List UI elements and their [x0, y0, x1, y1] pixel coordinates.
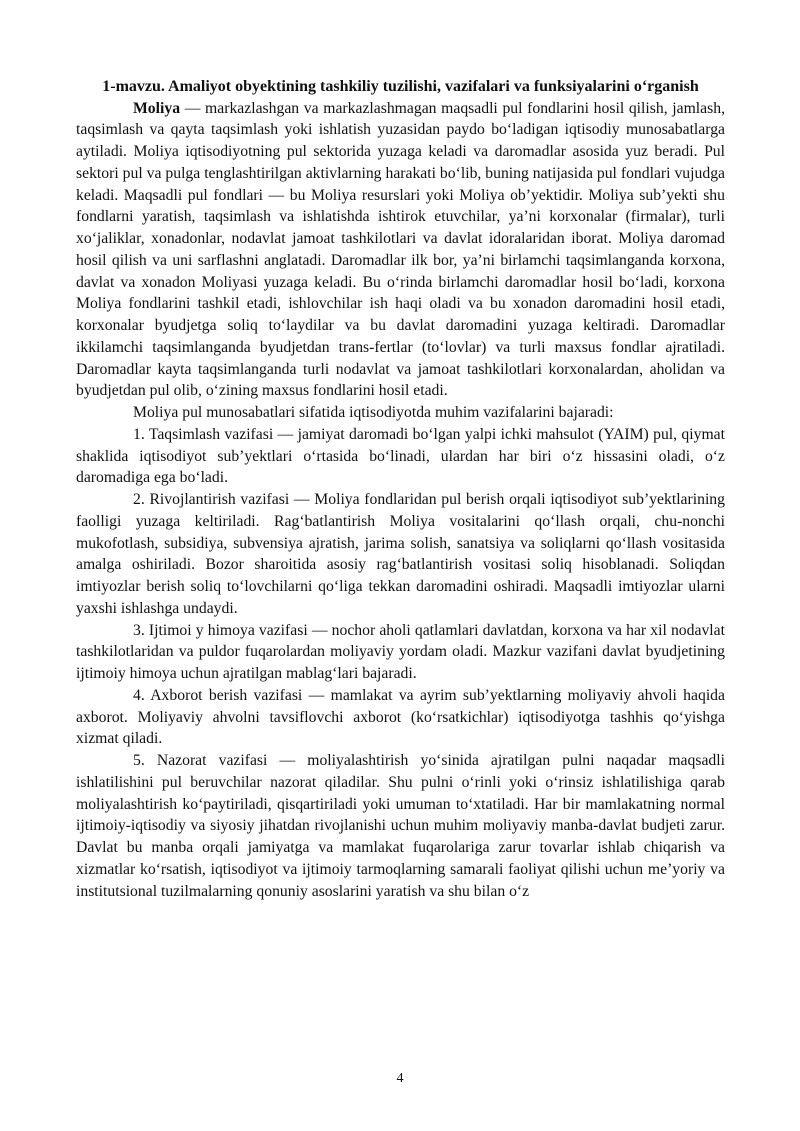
- function-item-information: 4. Axborot berish vazifasi — mamlakat va ayrim sub’yektlarning moliyaviy ahvoli haqida axborot. Moliyaviy ahvolni tavsiflovchi axborot (ko‘rsatkichlar) iqtisodiyotga tashhis qo‘yishga xizmat qiladi.: [76, 686, 725, 748]
- lead-term: Moliya: [133, 99, 181, 117]
- function-item-control: 5. Nazorat vazifasi — moliyalashtirish yo‘sinida ajratilgan pulni naqadar maqsadli ishlatilishini pul beruvchilar nazorat qiladilar. Shu pulni o‘rinli yoki o‘rinsiz ishlatilishiga qarab moliyalashtirish ko‘paytiriladi, qisqartiriladi yoki umuman to‘xtatiladi. Har bir mamlakatning normal ijtimoiy-iqtisodiy va siyosiy jihatdan rivojlanishi uchun muhim moliyaviy manba-davlat budjeti zarur. Davlat bu manba orqali jamiyatga va mamlakat fuqarolariga zarur tovarlar ishlab chiqarish va xizmatlar ko‘rsatish, iqtisodiyot va ijtimoiy tarmoqlarning samarali faoliyat qilishi uchun me’yoriy va institutsional tuzilmalarning qonuniy asoslarini yaratish va shu bilan o‘z: [76, 752, 725, 900]
- function-item-development: 2. Rivojlantirish vazifasi — Moliya fondlaridan pul berish orqali iqtisodiyot sub’yektlarining faolligi yuzaga keltiriladi. Rag‘batlantirish Moliya vositalarini qo‘llash orqali, chu-nonchi mukofotlash, subsidiya, subvensiya ajratish, jarima solish, sanatsiya va soliqlarni qo‘llash vositasida amalga oshiriladi. Bozor sharoitida asosiy rag‘batlantirish vositasi soliq hisoblanadi. Soliqdan imtiyozlar berish soliq to‘lovchilarni qo‘liga tekkan daromadini oshiradi. Maqsadli imtiyozlar ularni yaxshi ishlashga undaydi.: [76, 491, 725, 617]
- intro-paragraph: [76, 98, 725, 403]
- page-number: 4: [396, 1071, 404, 1086]
- function-item-distribution: 1. Taqsimlash vazifasi — jamiyat daromadi bo‘lgan yalpi ichki mahsulot (YAIM) pul, qiymat shaklida iqtisodiyot sub’yektlari o‘rtasida bo‘linadi, ulardan har biri o‘z hissasini oladi, o‘z daromadiga ega bo‘ladi.: [76, 425, 725, 487]
- document-page: [76, 76, 725, 902]
- functions-intro-paragraph: Moliya pul munosabatlari sifatida iqtisodiyotda muhim vazifalarini bajaradi:: [133, 404, 614, 421]
- document-title: 1-mavzu. Amaliyot obyektining tashkiliy tuzilishi, vazifalari va funksiyalarini o‘rganish: [102, 78, 699, 95]
- function-item-social-protection: 3. Ijtimoi y himoya vazifasi — nochor aholi qatlamlari davlatdan, korxona va har xil nodavlat tashkilotlaridan va puldor fuqarolardan moliyaviy yordam oladi. Mazkur vazifani davlat byudjetining ijtimoiy himoya uchun ajratilgan mablag‘lari bajaradi.: [76, 621, 725, 682]
- intro-text: — markazlashgan va markazlashmagan maqsadli pul fondlarini hosil qilish, jamlash, taqsimlash va qayta taqsimlash yoki ishlatish yuzasidan paydo bo‘ladigan iqtisodiy munosabatlarga aytiladi. Moliya iqtisodiyotning pul sektorida yuzaga keladi va daromadlar asosida yuz beradi. Pul sektori pul va pulga tenglashtirilgan aktivlarning harakati bo‘lib, buning natijasida pul fondlari vujudga keladi. Maqsadli pul fondlari — bu Moliya resurslari yoki Moliya ob’yektidir. Moliya sub’yekti shu fondlarni yaratish, taqsimlash va ishlatishda ishtirok etuvchilar, ya’ni korxonalar (firmalar), turli xo‘jaliklar, xonadonlar, nodavlat jamoat tashkilotlari va davlat idoralaridan iborat. Moliya daromad hosil qilish va uni sarflashni anglatadi. Daromadlar ilk bor, ya’ni birlamchi taqsimlanganda korxona, davlat va xonadon Moliyasi yuzaga keladi. Bu o‘rinda birlamchi daromadlar hosil bo‘ladi, korxona Moliya fondlarini tashkil etadi, ishlovchilar ish haqi oladi va bu xonadon daromadini hosil etadi, korxonalar byudjetga soliq to‘laydilar va bu davlat daromadini yuzaga keltiradi. Daromadlar ikkilamchi taqsimlanganda byudjetdan trans-fertlar (to‘lovlar) va turli maxsus fondlar ajratiladi. Daromadlar kayta taqsimlanganda turli nodavlat va jamoat tashkilotlari korxonalardan, aholidan va byudjetdan pul olib, o‘zining maxsus fondlarini hosil etadi.: [76, 99, 725, 400]
